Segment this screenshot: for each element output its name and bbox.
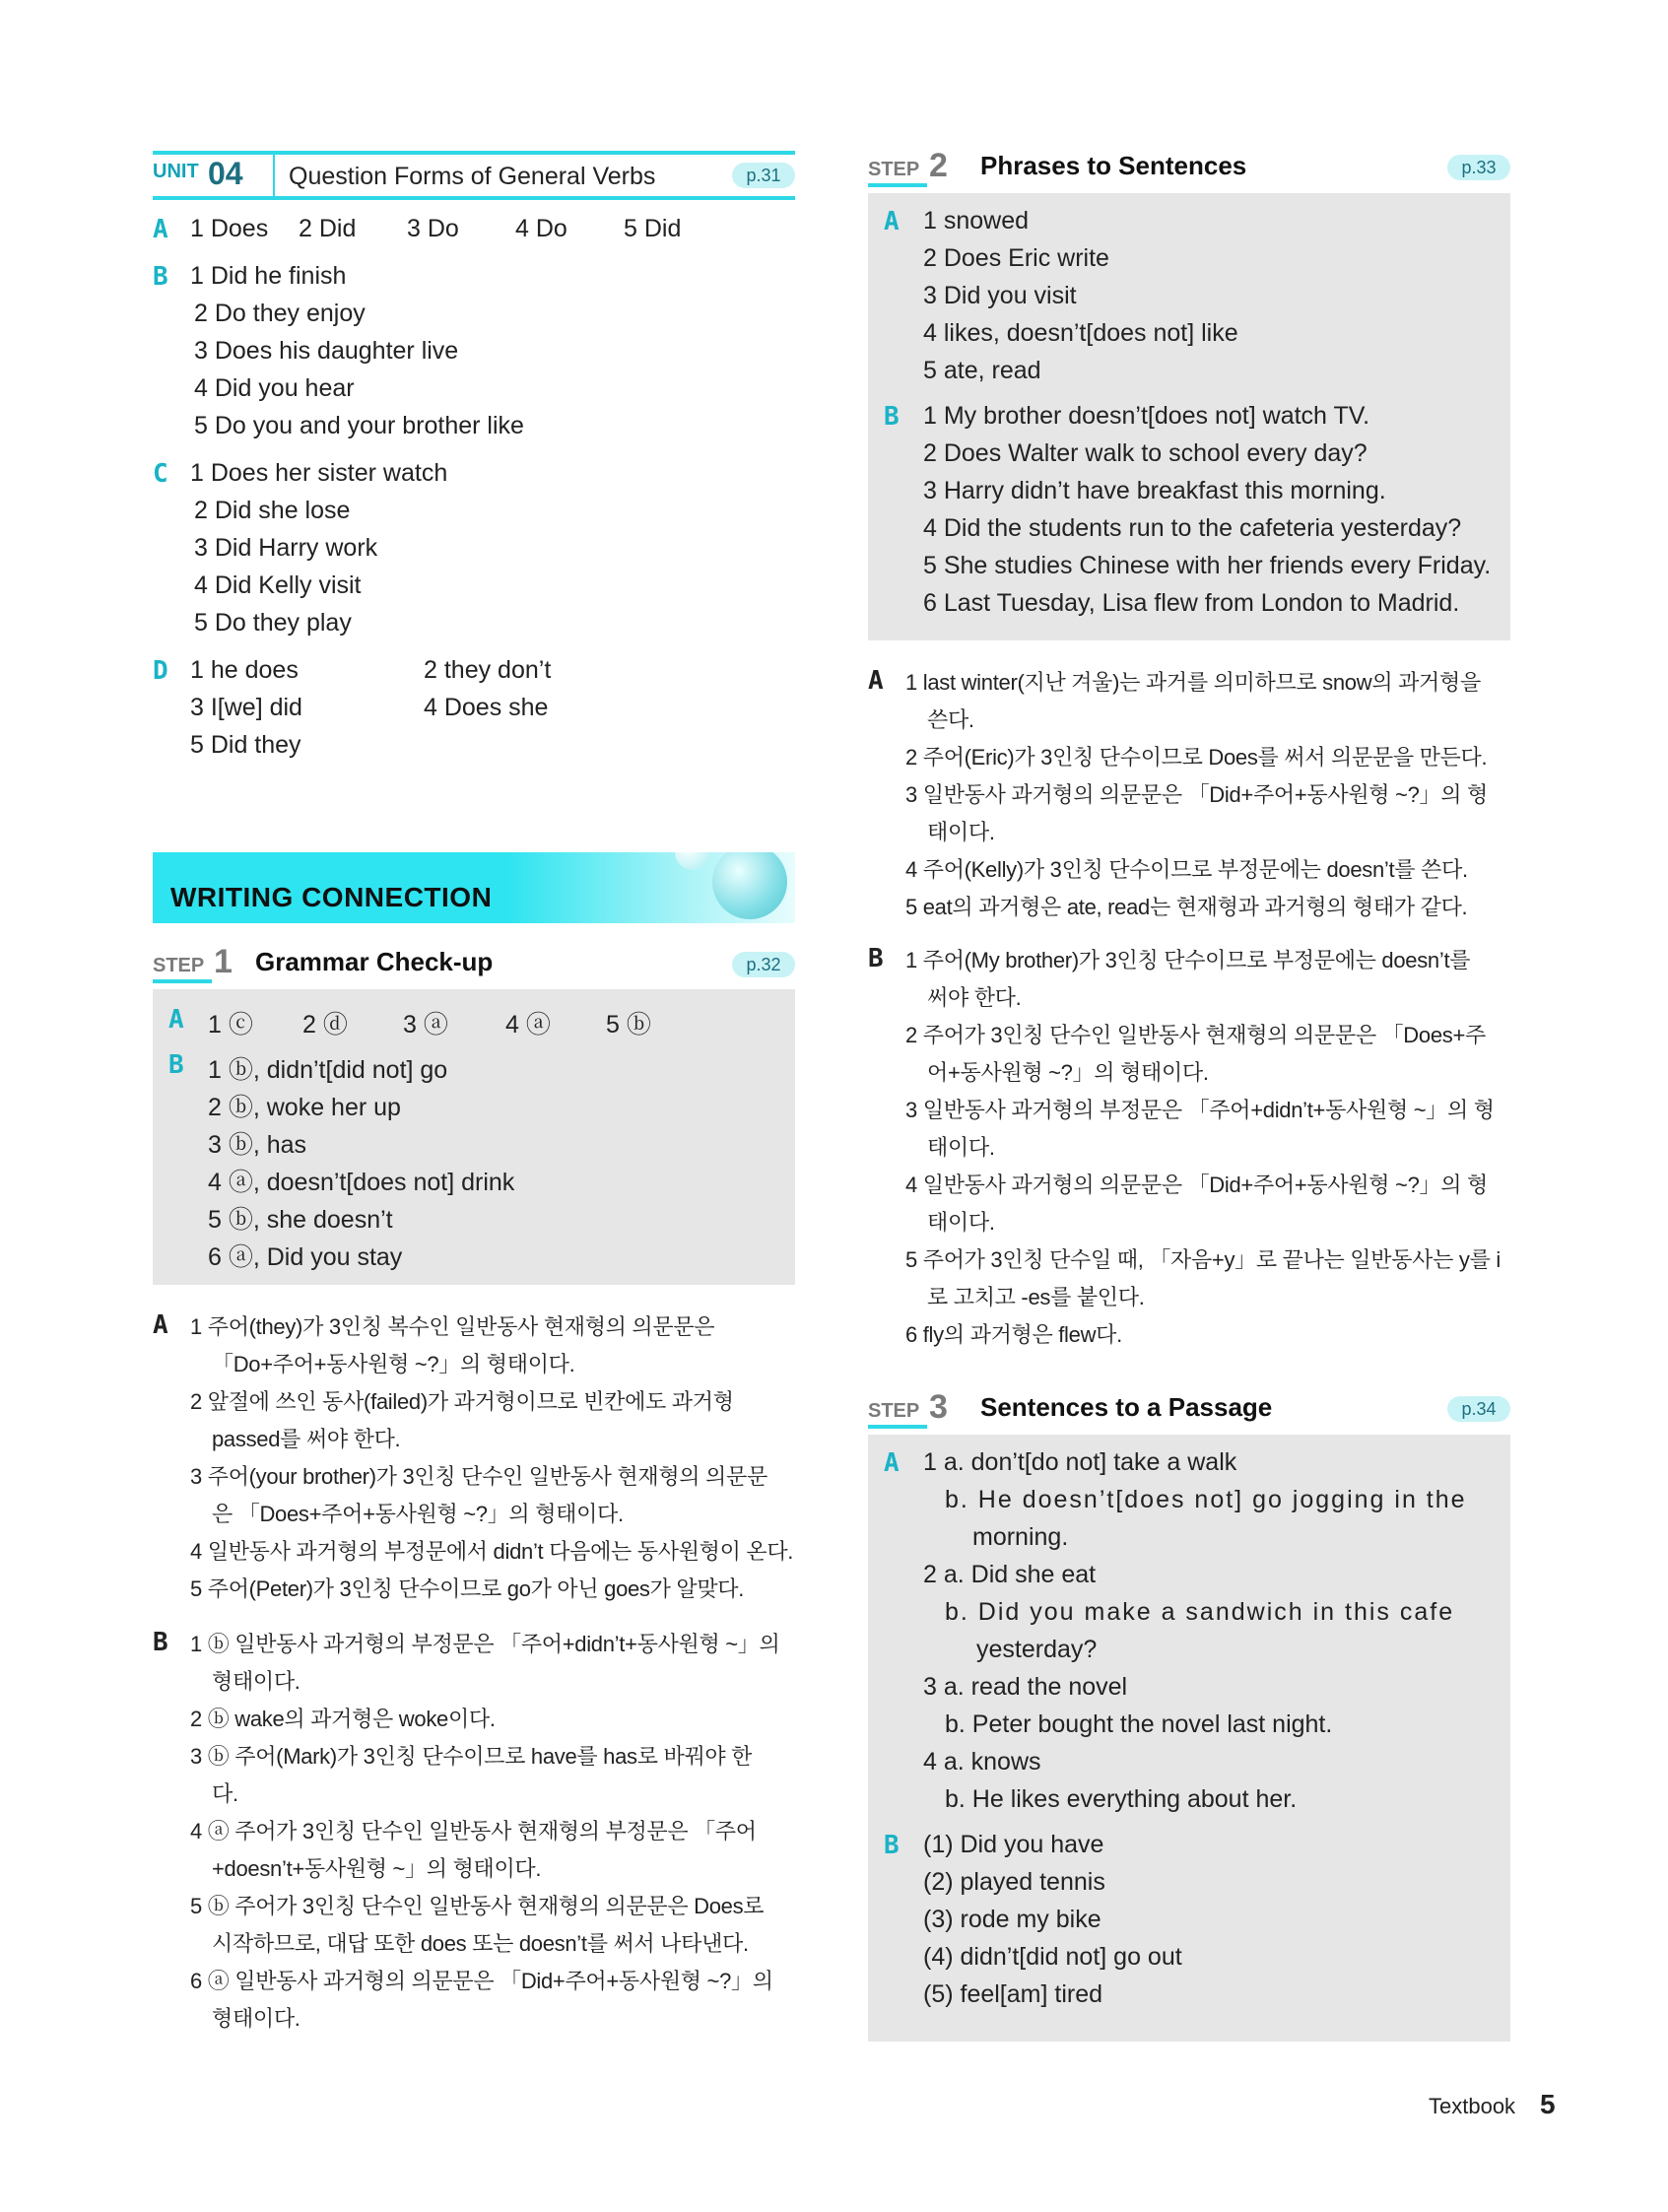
explanation-line: 6 fly의 과거형은 flew다. bbox=[905, 1322, 1122, 1347]
section-letter: D bbox=[153, 656, 168, 686]
explanation-line: 태이다. bbox=[927, 820, 995, 844]
answer-item: 2 they don’t bbox=[424, 656, 552, 684]
explanation-line: 1 last winter(지난 겨울)는 과거를 의미하므로 snow의 과거형을 bbox=[905, 670, 1481, 695]
step1-header bbox=[153, 944, 795, 983]
explanation-line: 4 일반동사 과거형의 부정문에서 didn’t 다음에는 동사원형이 온다. bbox=[190, 1539, 794, 1564]
writing-connection-title: WRITING CONNECTION bbox=[170, 882, 493, 912]
answer-item: 1 Did he finish bbox=[190, 262, 347, 290]
answer-item: 5 She studies Chinese with her friends every Friday. bbox=[923, 552, 1492, 579]
answer-item: 3 ⓑ, has bbox=[208, 1131, 307, 1159]
answer-item: 2 Do they enjoy bbox=[194, 300, 366, 327]
answer-item: (5) feel[am] tired bbox=[923, 1980, 1103, 2008]
answer-item: 3 a. read the novel bbox=[923, 1673, 1128, 1701]
explanation-line: 1 ⓑ 일반동사 과거형의 부정문은 「주어+didn’t+동사원형 ~」의 bbox=[190, 1632, 780, 1656]
answer-item: (2) played tennis bbox=[923, 1868, 1105, 1896]
answer-item: 1 My brother doesn’t[does not] watch TV. bbox=[923, 402, 1370, 430]
section-letter: B bbox=[868, 944, 884, 973]
answer-item: 5 Did bbox=[624, 215, 682, 242]
section-letter: A bbox=[884, 1448, 900, 1478]
explanation-line: 3 ⓑ 주어(Mark)가 3인칭 단수이므로 have를 has로 바꿔야 한 bbox=[190, 1744, 753, 1769]
explanation-line: 4 ⓐ 주어가 3인칭 단수인 일반동사 현재형의 부정문은 「주어 bbox=[190, 1819, 757, 1843]
step-number: 2 bbox=[929, 147, 948, 184]
answer-item: 2 Did she lose bbox=[194, 497, 351, 524]
answer-item: 4 Did Kelly visit bbox=[194, 571, 362, 599]
section-letter: B bbox=[168, 1050, 184, 1080]
explanation-line: 형태이다. bbox=[212, 1669, 300, 1694]
explanation-line: 3 주어(your brother)가 3인칭 단수인 일반동사 현재형의 의문문 bbox=[190, 1464, 767, 1489]
decorative-bubble bbox=[712, 852, 787, 919]
page-number: 5 bbox=[1540, 2089, 1556, 2119]
explanation-line: 4 일반동사 과거형의 의문문은 「Did+주어+동사원형 ~?」의 형 bbox=[905, 1173, 1488, 1197]
explanation-line: 5 ⓑ 주어가 3인칭 단수인 일반동사 현재형의 의문문은 Does로 bbox=[190, 1894, 765, 1918]
answer-item: 2 Did bbox=[299, 215, 357, 242]
answer-item: 3 Harry didn’t have breakfast this morning. bbox=[923, 477, 1386, 504]
section-letter: A bbox=[884, 207, 900, 236]
explanation-line: 1 주어(My brother)가 3인칭 단수이므로 부정문에는 doesn’t를 bbox=[905, 948, 1471, 972]
unit-label: UNIT bbox=[153, 161, 199, 182]
explanation-line: 5 eat의 과거형은 ate, read는 현재형과 과거형의 형태가 같다. bbox=[905, 895, 1468, 919]
explanation-line: 은 「Does+주어+동사원형 ~?」의 형태이다. bbox=[212, 1502, 624, 1526]
step-title: Grammar Check-up bbox=[255, 947, 494, 976]
explanation-line: 태이다. bbox=[927, 1210, 995, 1235]
answer-item: 3 I[we] did bbox=[190, 694, 302, 721]
explanation-line: 2 ⓑ wake의 과거형은 woke이다. bbox=[190, 1707, 496, 1731]
step1-page-ref: p.32 bbox=[732, 952, 795, 977]
answer-item: 5 Do you and your brother like bbox=[194, 412, 524, 439]
answer-item: yesterday? bbox=[976, 1636, 1098, 1663]
explanation-line: 「Do+주어+동사원형 ~?」의 형태이다. bbox=[212, 1352, 575, 1376]
step-number: 1 bbox=[214, 943, 233, 980]
answer-item: (4) didn’t[did not] go out bbox=[923, 1943, 1182, 1971]
step-label: STEP bbox=[868, 159, 920, 180]
unit-header bbox=[153, 151, 795, 200]
explanation-line: passed를 써야 한다. bbox=[212, 1427, 401, 1451]
answer-item: 4 Does she bbox=[424, 694, 549, 721]
answer-item: 3 Did you visit bbox=[923, 282, 1077, 309]
step-underline bbox=[868, 1425, 927, 1429]
step3-header bbox=[868, 1389, 1510, 1429]
answer-item: 2 Does Walter walk to school every day? bbox=[923, 439, 1368, 467]
step-title: Phrases to Sentences bbox=[980, 151, 1247, 180]
unit-number: 04 bbox=[208, 156, 243, 191]
answer-item: 4 likes, doesn’t[does not] like bbox=[923, 319, 1238, 347]
answer-item: 5 ⓑ bbox=[606, 1011, 651, 1039]
explanation-line: 3 일반동사 과거형의 부정문은 「주어+didn’t+동사원형 ~」의 형 bbox=[905, 1098, 1495, 1122]
answer-item: 1 snowed bbox=[923, 207, 1030, 235]
section-letter: B bbox=[884, 402, 900, 432]
answer-item: 6 Last Tuesday, Lisa flew from London to Madrid. bbox=[923, 589, 1460, 617]
section-letter: B bbox=[884, 1831, 900, 1860]
explanation-line: 6 ⓐ 일반동사 과거형의 의문문은 「Did+주어+동사원형 ~?」의 bbox=[190, 1969, 773, 1993]
answer-item: (1) Did you have bbox=[923, 1831, 1104, 1858]
explanation-line: 써야 한다. bbox=[927, 985, 1022, 1010]
step-underline bbox=[868, 183, 927, 187]
explanation-line: 태이다. bbox=[927, 1135, 995, 1160]
answer-item: 2 ⓑ, woke her up bbox=[208, 1094, 401, 1121]
answer-item: 4 ⓐ, doesn’t[does not] drink bbox=[208, 1169, 515, 1196]
step3-answer-box bbox=[868, 1435, 1510, 2042]
answer-item: 4 Did the students run to the cafeteria yesterday? bbox=[923, 514, 1462, 542]
section-letter: A bbox=[153, 215, 168, 244]
section-letter: B bbox=[153, 262, 168, 292]
section-letter: C bbox=[153, 459, 168, 489]
step2-answer-box bbox=[868, 193, 1510, 640]
explanation-line: 형태이다. bbox=[212, 2006, 300, 2031]
explanation-line: 1 주어(they)가 3인칭 복수인 일반동사 현재형의 의문문은 bbox=[190, 1314, 715, 1339]
answer-item: 1 ⓒ bbox=[208, 1011, 253, 1039]
explanation-line: 쓴다. bbox=[927, 707, 974, 732]
section-letter: B bbox=[153, 1628, 168, 1657]
answer-item: b. Peter bought the novel last night. bbox=[945, 1710, 1333, 1738]
answer-item: 6 ⓐ, Did you stay bbox=[208, 1243, 403, 1271]
explanation-line: 2 주어가 3인칭 단수인 일반동사 현재형의 의문문은 「Does+주 bbox=[905, 1023, 1486, 1047]
explanation-line: 5 주어(Peter)가 3인칭 단수이므로 go가 아닌 goes가 알맞다. bbox=[190, 1576, 745, 1601]
answer-item: 2 a. Did she eat bbox=[923, 1561, 1097, 1588]
step-number: 3 bbox=[929, 1388, 948, 1426]
explanation-line: 어+동사원형 ~?」의 형태이다. bbox=[927, 1060, 1209, 1085]
answer-item: 4 ⓐ bbox=[505, 1011, 551, 1039]
footer-label: Textbook bbox=[1429, 2094, 1516, 2118]
unit-title: Question Forms of General Verbs bbox=[289, 163, 656, 190]
answer-item: 4 Do bbox=[515, 215, 567, 242]
step-title: Sentences to a Passage bbox=[980, 1392, 1273, 1422]
answer-item: 1 Does her sister watch bbox=[190, 459, 448, 487]
answer-item: 5 Do they play bbox=[194, 609, 352, 637]
answer-item: morning. bbox=[972, 1523, 1069, 1551]
explanation-line: +doesn’t+동사원형 ~」의 형태이다. bbox=[212, 1856, 542, 1881]
section-letter: A bbox=[153, 1310, 168, 1340]
answer-item: 4 Did you hear bbox=[194, 374, 355, 402]
explanation-line: 2 앞절에 쓰인 동사(failed)가 과거형이므로 빈칸에도 과거형 bbox=[190, 1389, 734, 1414]
answer-item: 1 he does bbox=[190, 656, 299, 684]
section-letter: A bbox=[168, 1005, 184, 1035]
answer-item: b. Did you make a sandwich in this cafe bbox=[945, 1598, 1455, 1626]
answer-item: b. He likes everything about her. bbox=[945, 1785, 1298, 1813]
step2-header bbox=[868, 148, 1510, 187]
unit-divider bbox=[273, 155, 275, 196]
answer-item: 5 ate, read bbox=[923, 357, 1041, 384]
step1-answer-box bbox=[153, 989, 795, 1285]
answer-item: 5 Did they bbox=[190, 731, 301, 759]
answer-item: 3 Does his daughter live bbox=[194, 337, 459, 365]
explanation-line: 2 주어(Eric)가 3인칭 단수이므로 Does를 써서 의문문을 만든다. bbox=[905, 745, 1488, 770]
answer-item: 3 ⓐ bbox=[403, 1011, 448, 1039]
answer-item: b. He doesn’t[does not] go jogging in the bbox=[945, 1486, 1467, 1513]
decorative-bubble bbox=[675, 852, 710, 870]
answer-item: 3 Do bbox=[407, 215, 459, 242]
step2-page-ref: p.33 bbox=[1447, 155, 1510, 180]
step-label: STEP bbox=[868, 1400, 920, 1422]
step3-page-ref: p.34 bbox=[1447, 1396, 1510, 1422]
answer-item: 2 ⓓ bbox=[302, 1011, 348, 1039]
explanation-line: 로 고치고 -es를 붙인다. bbox=[927, 1285, 1145, 1309]
answer-item: 5 ⓑ, she doesn’t bbox=[208, 1206, 393, 1234]
explanation-line: 시작하므로, 대답 또한 does 또는 doesn’t를 써서 나타낸다. bbox=[212, 1931, 749, 1956]
answer-item: 2 Does Eric write bbox=[923, 244, 1109, 272]
writing-connection-banner bbox=[153, 852, 795, 923]
step-underline bbox=[153, 979, 212, 983]
explanation-line: 다. bbox=[212, 1781, 238, 1806]
answer-item: 1 a. don’t[do not] take a walk bbox=[923, 1448, 1237, 1476]
explanation-line: 5 주어가 3인칭 단수일 때, 「자음+y」로 끝나는 일반동사는 y를 i bbox=[905, 1247, 1501, 1272]
answer-item: 3 Did Harry work bbox=[194, 534, 378, 562]
answer-item: 1 Does bbox=[190, 215, 269, 242]
answer-item: (3) rode my bike bbox=[923, 1906, 1101, 1933]
answer-item: 1 ⓑ, didn’t[did not] go bbox=[208, 1056, 448, 1084]
unit-page-ref: p.31 bbox=[732, 163, 795, 188]
section-letter: A bbox=[868, 666, 884, 696]
step-label: STEP bbox=[153, 955, 205, 976]
explanation-line: 3 일반동사 과거형의 의문문은 「Did+주어+동사원형 ~?」의 형 bbox=[905, 782, 1488, 807]
answer-item: 4 a. knows bbox=[923, 1748, 1041, 1776]
explanation-line: 4 주어(Kelly)가 3인칭 단수이므로 부정문에는 doesn’t를 쓴다. bbox=[905, 857, 1468, 882]
